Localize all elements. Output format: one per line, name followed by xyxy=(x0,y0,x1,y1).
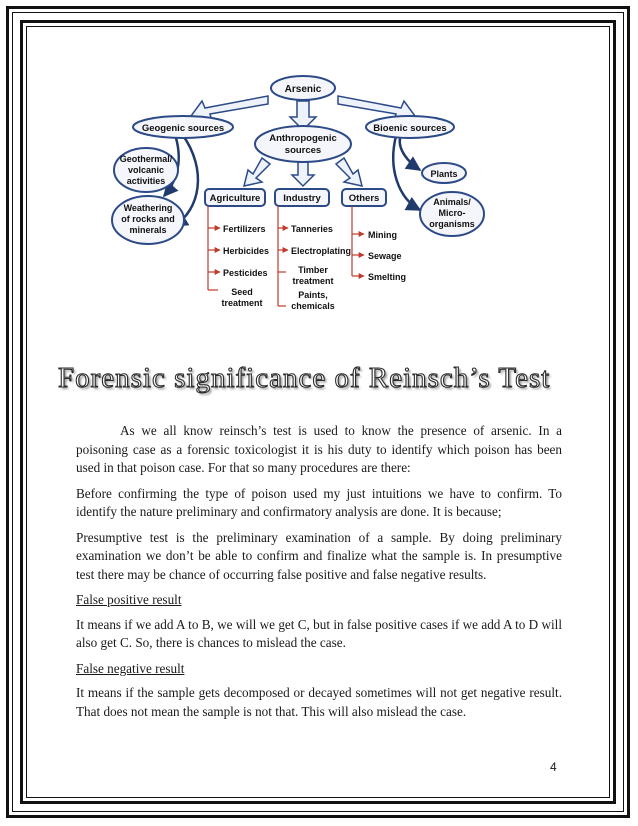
svg-text:Herbicides: Herbicides xyxy=(223,246,270,256)
svg-text:Mining: Mining xyxy=(368,230,397,240)
svg-text:Anthropogenic: Anthropogenic xyxy=(269,133,337,144)
paragraph-false-negative: It means if the sample gets decomposed or decayed sometimes will not get negative result. That does not mean the sample is not that. This will also mislead the case. xyxy=(76,685,562,719)
paragraph-presumptive: Presumptive test is the preliminary examination of a sample. By doing preliminary examination we don’t be able to confirm and finalize what the sample is. In presumptive test there may be chance of occurring false positive and false negative results. xyxy=(76,529,562,582)
svg-text:chemicals: chemicals xyxy=(291,301,335,311)
svg-text:Tanneries: Tanneries xyxy=(291,224,333,234)
arrow-anthro-to-industry xyxy=(292,162,314,186)
others-branch xyxy=(352,206,406,282)
svg-text:Seed: Seed xyxy=(231,287,253,297)
svg-text:volcanic: volcanic xyxy=(127,165,165,175)
svg-text:treatment: treatment xyxy=(292,276,334,286)
svg-text:Industry: Industry xyxy=(283,193,321,204)
industry-branch xyxy=(278,206,351,311)
node-geogenic xyxy=(133,116,233,138)
svg-text:Pesticides: Pesticides xyxy=(223,268,268,278)
box-others xyxy=(342,189,386,206)
node-geothermal xyxy=(114,148,178,192)
paragraph-confirming: Before confirming the type of poison used my just intuitions we have to confirm. To identify the nature preliminary and confirmatory analysis are done. It is because; xyxy=(76,485,562,519)
svg-text:Others: Others xyxy=(348,193,380,204)
svg-text:Electroplating: Electroplating xyxy=(291,246,352,256)
svg-text:Paints,: Paints, xyxy=(298,290,328,300)
svg-text:Sewage: Sewage xyxy=(368,251,402,261)
svg-text:Agriculture: Agriculture xyxy=(209,193,261,204)
svg-text:Weathering: Weathering xyxy=(123,203,173,213)
svg-text:organisms: organisms xyxy=(429,219,475,229)
page-number: 4 xyxy=(550,760,557,774)
paragraph-false-positive: It means if we add A to B, we will we get C, but in false positive cases if we add A to D will also get C. So, there is chances to mislead the case. xyxy=(76,616,562,650)
agriculture-branch xyxy=(208,206,269,308)
node-anthropogenic xyxy=(255,126,351,162)
box-agriculture xyxy=(205,189,265,206)
svg-text:Bioenic sources: Bioenic sources xyxy=(373,123,447,134)
svg-text:treatment: treatment xyxy=(221,298,263,308)
node-animals xyxy=(420,192,484,236)
svg-text:sources: sources xyxy=(284,145,322,156)
node-weathering xyxy=(112,196,184,244)
arsenic-sources-diagram xyxy=(0,0,638,340)
svg-text:Fertilizers: Fertilizers xyxy=(223,224,266,234)
arrow-anthro-to-agriculture xyxy=(244,158,270,186)
svg-text:Smelting: Smelting xyxy=(368,272,407,282)
node-bioenic xyxy=(366,116,454,138)
svg-text:Micro-: Micro- xyxy=(438,208,466,218)
subheading-false-positive: False positive result xyxy=(76,592,182,607)
svg-text:Geothermal/: Geothermal/ xyxy=(119,154,173,164)
box-industry xyxy=(275,189,329,206)
node-arsenic xyxy=(271,76,335,100)
svg-text:Timber: Timber xyxy=(298,265,328,275)
svg-text:minerals: minerals xyxy=(129,225,167,235)
subheading-false-negative: False negative result xyxy=(76,660,185,676)
svg-text:Arsenic: Arsenic xyxy=(284,84,322,95)
svg-text:activities: activities xyxy=(126,176,166,186)
svg-text:Plants: Plants xyxy=(430,169,458,179)
section-heading: Forensic significance of Reinsch’s Test xyxy=(58,362,551,394)
svg-text:Geogenic sources: Geogenic sources xyxy=(141,123,225,134)
paragraph-intro: As we all know reinsch’s test is used to know the presence of arsenic. In a poisoning case as a forensic toxicologist it is his duty to identify which poison has been used in that poison case. For that so many procedures are there: xyxy=(76,423,562,475)
svg-text:Animals/: Animals/ xyxy=(433,197,471,207)
body-text xyxy=(76,422,562,728)
svg-text:of rocks and: of rocks and xyxy=(121,214,175,224)
arrow-anthro-to-others xyxy=(336,158,362,186)
node-plants xyxy=(422,163,466,183)
